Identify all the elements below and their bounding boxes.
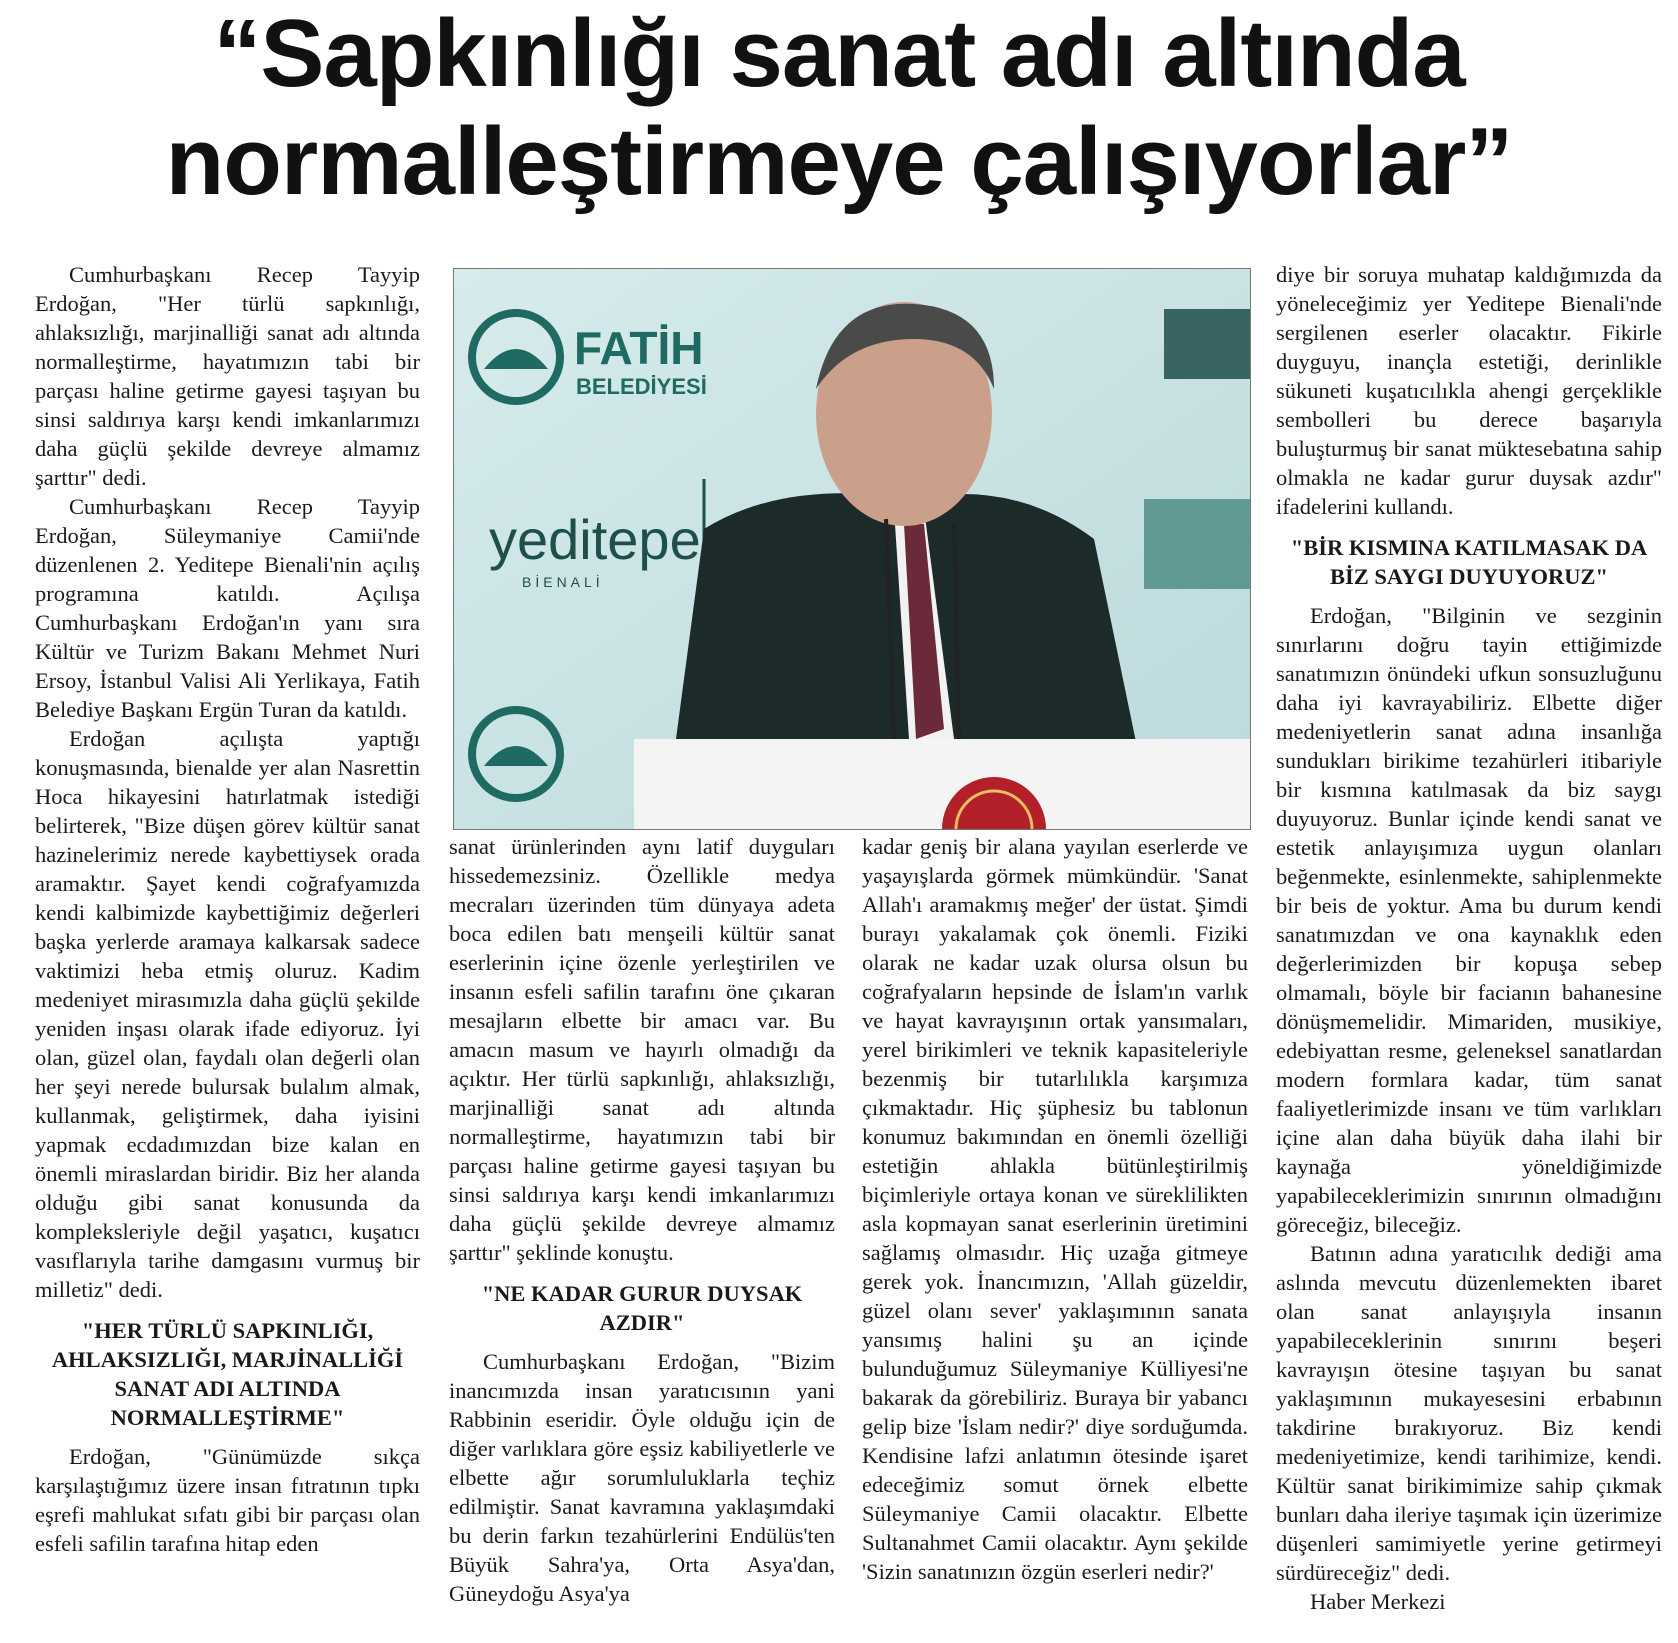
- paragraph: Cumhurbaşkanı Erdoğan, "Bizim inancımızda insan yaratıcısının yani Rabbinin eseridir. Öyle olduğu için de diğer varlıklara göre eşsiz kabiliyetlerle ve elbette ağır sorumluluklarla teçhiz edilmiştir. Sanat kavramına yaklaşımdaki bu derin farkın tezahürlerini Endülüs'ten Büyük Sahra'ya, Orta Asya'dan, Güneydoğu Asya'ya: [449, 1349, 835, 1606]
- paragraph: Erdoğan açılışta yaptığı konuşmasında, bienalde yer alan Nasrettin Hoca hikayesini hatırlatmak istediği belirterek, "Bize düşen görev kültür sanat hazinelerimiz nerede kaybettiysek orada aramaktır. Şayet kendi coğrafyamızda kendi kalbimizde kaybettiğimiz değerleri başka yerlerde aramaya kalkarsak sadece vaktimizi heba etmiş oluruz. Kadim medeniyet mirasımızla daha güçlü şekilde yeniden inşası olarak ifade ediyoruz. İyi olan, güzel olan, faydalı olan değerli olan her şeyi nerede bulursak bulalım almak, kullanmak, geliştirmek, daha iyisini yapmak ecdadımızdan bize kalan en önemli miraslardan biridir. Biz her alanda olduğu gibi sanat konusunda da kompleksleriyle değil yaşatıcı, kuşatıcı vasıflarıyla tarihe damgasını vurmuş bir milletiz" dedi.: [35, 726, 420, 1302]
- paragraph: diye bir soruya muhatap kaldığımızda da yöneleceğimiz yer Yeditepe Bienali'nde sergilenen eserler olacaktır. Fikirle duyguyu, inançla estetiği, derinlikle sükuneti kuşatıcılıkla ahengi gerçeklikle sembolleri bu derece başarıyla buluşturmuş bir sanat müktesebatına sahip olmakla ne kadar gurur duysak azdır" ifadelerini kullandı.: [1276, 262, 1662, 519]
- byline: Haber Merkezi: [1310, 1589, 1446, 1614]
- column-3: [862, 832, 1248, 1586]
- column-2: [449, 832, 835, 1608]
- headline: [20, 0, 1658, 216]
- paragraph: Cumhurbaşkanı Recep Tayyip Erdoğan, "Her türlü sapkınlığı, ahlaksızlığı, marjinalliği sanat adı altında normalleştirme, hayatımızın tabi bir parçası haline getirme gayesi taşıyan bu sinsi saldırıya karşı kendi imkanlarımızı daha güçlü şekilde devreye almamız şarttır" dedi.: [35, 262, 420, 490]
- headline-line-2: normalleştirmeye çalışıyorlar”: [165, 108, 1513, 215]
- sign-bienali: BİENALİ: [522, 574, 604, 590]
- speaker-at-podium-image: [454, 269, 1250, 829]
- sign-yeditepe: yeditepe: [489, 508, 701, 571]
- column-1: [35, 260, 420, 1558]
- paragraph: Cumhurbaşkanı Recep Tayyip Erdoğan, Süleymaniye Camii'nde düzenlenen 2. Yeditepe Bienali'nin açılış programına katıldı. Açılışa Cumhurbaşkanı Erdoğan'ın yanı sıra Kültür ve Turizm Bakanı Mehmet Nuri Ersoy, İstanbul Valisi Ali Yerlikaya, Fatih Belediye Başkanı Ergün Turan da katıldı.: [35, 494, 420, 722]
- column-4: [1276, 260, 1662, 1616]
- paragraph: kadar geniş bir alana yayılan eserlerde ve yaşayışlarda görmek mümkündür. 'Sanat Allah'ı aramakmış meğer' der üstat. Şimdi burayı yakalamak çok önemli. Fiziki olarak ne kadar uzak olursa olsun bu coğrafyaların hepsinde de İslam'ın varlık ve hayat kavrayışının ortak yansımaları, yerel birikimleri ve teknik kapasiteleriyle bezenmiş bir tutarlılıkla karşımıza çıkmaktadır. Hiç şüphesiz bu tablonun konumuz bakımından en önemli özelliği estetiğin ahlakla bütünleştirilmiş biçimleriyle ortaya konan ve süreklilikten asla kopmayan sanat eserlerinin üretimini sağlamış olmasıdır. Hiç uzağa gitmeye gerek yok. İnancımızın, 'Allah güzeldir, güzel olanı sever' yaklaşımının sanata yansımış halini şu an içinde bulunduğumuz Süleymaniye Külliyesi'ne bakarak da görebiliriz. Buraya bir yabancı gelip bize 'İslam nedir?' diye sorduğumda. Kendisine lafzi anlatımın ötesinde işaret edeceğimiz somut örnek elbette Süleymaniye Camii olacaktır. Elbette Sultanahmet Camii olacaktır. Aynı şekilde 'Sizin sanatınızın özgün eserleri nedir?': [862, 834, 1248, 1584]
- subheading: "HER TÜRLÜ SAPKINLIĞI, AHLAKSIZLIĞI, MARJİNALLİĞİ SANAT ADI ALTINDA NORMALLEŞTİRME": [51, 1318, 404, 1430]
- sign-fatih: FATİH: [574, 322, 704, 374]
- paragraph: sanat ürünlerinden aynı latif duyguları hissedemezsiniz. Özellikle medya mecraları üzerinden tüm dünyaya adeta boca edilen batı menşeili kültür sanat eserlerinin içine özenle yerleştirilen ve insanın esfeli safilin tarafını öne çıkaran mesajların elbette bir amacı var. Bu amacın masum ve hayırlı olmadığı da açıktır. Her türlü sapkınlığı, ahlaksızlığı, marjinalliği sanat adı altında normalleştirme, hayatımızın tabi bir parçası haline getirme gayesi taşıyan bu sinsi saldırıya karşı kendi imkanlarımızı daha güçlü şekilde devreye almamız şarttır" şeklinde konuştu.: [449, 834, 835, 1265]
- paragraph: Erdoğan, "Günümüzde sıkça karşılaştığımız üzere insan fıtratının tıpkı eşrefi mahlukat sıfatı gibi bir parçası olan esfeli safilin tarafına hitap eden: [35, 1444, 420, 1556]
- sign-belediyesi: BELEDİYESİ: [576, 374, 707, 399]
- paragraph: Erdoğan, "Bilginin ve sezginin sınırlarını doğru tayin ettiğimizde sanatımızın önündeki ufkun sonsuzluğunu daha iyi kavrayabiliriz. Elbette diğer medeniyetlerin sanat adına insanlığa sundukları birikime tezahürleri itibariyle bir kısmına katılmasak da biz saygı duyuyoruz. Bunlar içinde kendi sanat ve estetik anlayışımıza uygun olanları beğenmekte, esinlenmekte, sahiplenmekte bir beis de yoktur. Ama bu durum kendi sanatımızdan ve ona kaynaklık eden değerlerimizden bir kopuşa sebep olmamalı, böyle bir facianın bahanesine dönüşmemelidir. Mimariden, musikiye, edebiyattan resme, geleneksel sanatlardan modern formlara kadar, tüm sanat faaliyetlerimizde insanı ve tüm varlıkları içine alan daha büyük daha ilahi bir kaynağa yöneldiğimizde yapabileceklerimizin sınırının olmadığını göreceğiz, bileceğiz.: [1276, 603, 1662, 1237]
- subheading: "BİR KISMINA KATILMASAK DA BİZ SAYGI DUYUYORUZ": [1290, 535, 1648, 589]
- subheading: "NE KADAR GURUR DUYSAK AZDIR": [481, 1281, 803, 1335]
- news-photo: [453, 268, 1251, 830]
- headline-line-1: “Sapkınlığı sanat adı altında: [213, 0, 1465, 107]
- paragraph: Batının adına yaratıcılık dediği ama aslında mevcutu düzenlemekten ibaret olan sanat anlayışıyla insanın yapabileceklerinin sınırını beşeri kavrayışın ötesine taşıyan bu sanat yaklaşımının mukayesesini erbabının takdirine bırakıyoruz. Biz kendi medeniyetimize, kendi tarihimize, kendi. Kültür sanat birikimimize sahip çıkmak bunları daha ileriye taşımak için üzerimize düşenleri samimiyetle yerine getirmeyi sürdüreceğiz" dedi.: [1276, 1241, 1662, 1585]
